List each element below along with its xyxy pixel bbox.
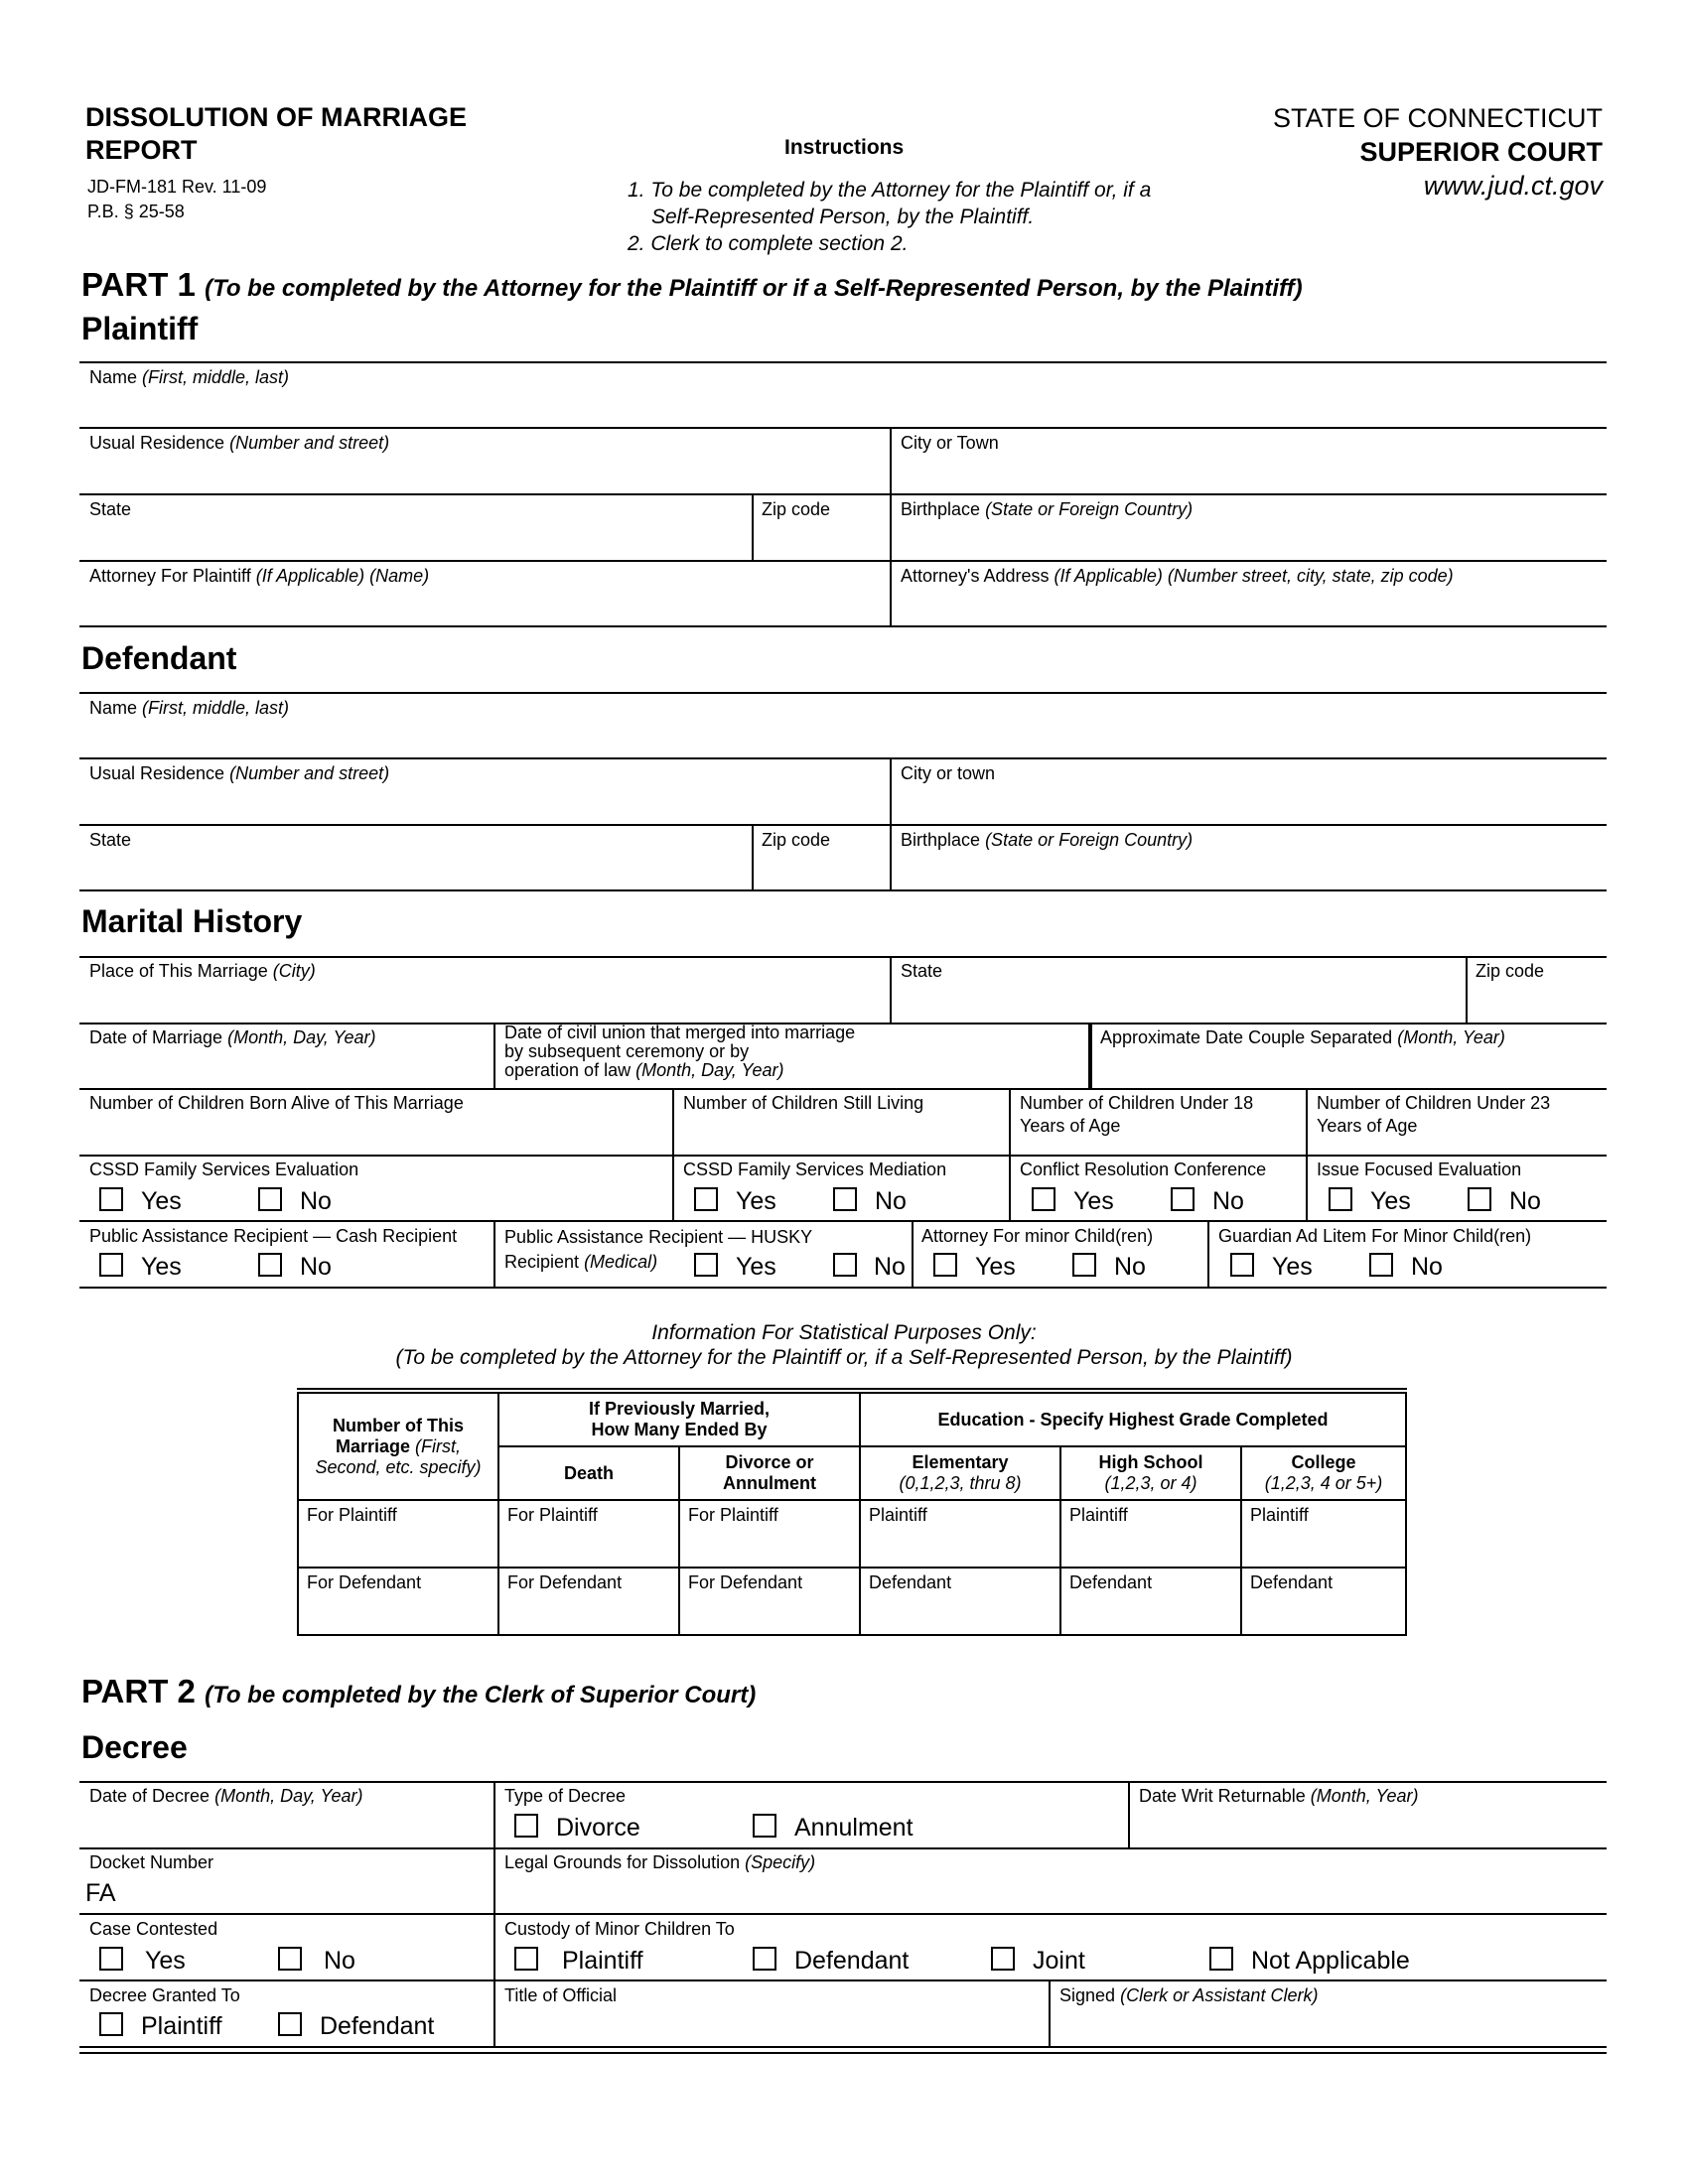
part1-title: PART 1 xyxy=(81,266,196,303)
col-divorce: Divorce or Annulment xyxy=(679,1446,860,1500)
cssd-mediation-label: CSSD Family Services Mediation xyxy=(683,1160,947,1179)
cssd-mediation-no-checkbox[interactable] xyxy=(833,1187,857,1211)
decree-granted-label: Decree Granted To xyxy=(89,1985,240,2005)
instruction-1: 1. To be completed by the Attorney for the Plaintiff or, if a xyxy=(628,179,1152,202)
custody-defendant-label: Defendant xyxy=(794,1947,910,1975)
issue-focused-yes-checkbox[interactable] xyxy=(1329,1187,1352,1211)
cssd-evaluation-yes-label: Yes xyxy=(141,1187,182,1215)
issue-focused-label: Issue Focused Evaluation xyxy=(1317,1160,1522,1179)
custody-label: Custody of Minor Children To xyxy=(504,1919,735,1939)
cell-defendant-high-school[interactable]: Defendant xyxy=(1060,1568,1241,1635)
defendant-heading: Defendant xyxy=(81,640,237,676)
plaintiff-heading: Plaintiff xyxy=(81,311,199,346)
part1-heading xyxy=(81,266,1303,304)
custody-plaintiff-label: Plaintiff xyxy=(562,1947,643,1975)
guardian-yes-checkbox[interactable] xyxy=(1230,1253,1254,1277)
rule-reference: P.B. § 25-58 xyxy=(87,202,185,221)
cell-plaintiff-elementary[interactable]: Plaintiff xyxy=(860,1500,1060,1568)
contested-yes-label: Yes xyxy=(145,1947,186,1975)
statistical-note xyxy=(0,1320,1688,1370)
husky-recipient-yes-label: Yes xyxy=(736,1253,776,1281)
cell-plaintiff-college[interactable]: Plaintiff xyxy=(1241,1500,1406,1568)
plaintiff-birthplace-label: Birthplace (State or Foreign Country) xyxy=(901,499,1194,519)
cell-defendant-death[interactable]: For Defendant xyxy=(498,1568,679,1635)
children-living-label: Number of Children Still Living xyxy=(683,1093,924,1113)
instruction-2: 2. Clerk to complete section 2. xyxy=(628,232,909,255)
state-name: STATE OF CONNECTICUT xyxy=(1273,103,1603,133)
children-under23-label: Number of Children Under 23 Years of Age xyxy=(1317,1093,1551,1136)
part2-subtitle: (To be completed by the Clerk of Superior Court) xyxy=(205,1682,757,1708)
separated-date-label: Approximate Date Couple Separated (Month, Year) xyxy=(1100,1027,1505,1047)
cell-plaintiff-death[interactable]: For Plaintiff xyxy=(498,1500,679,1568)
granted-defendant-label: Defendant xyxy=(320,2012,435,2040)
cssd-mediation-yes-checkbox[interactable] xyxy=(694,1187,718,1211)
court-block xyxy=(1273,101,1603,203)
marriage-zip-label: Zip code xyxy=(1476,961,1545,981)
col-college: College (1,2,3, 4 or 5+) xyxy=(1241,1446,1406,1500)
form-title-line2: REPORT xyxy=(85,135,198,165)
decree-divorce-checkbox[interactable] xyxy=(514,1814,538,1838)
guardian-no-label: No xyxy=(1411,1253,1443,1281)
court-website: www.jud.ct.gov xyxy=(1423,171,1603,201)
granted-defendant-checkbox[interactable] xyxy=(278,2012,302,2036)
part2-heading xyxy=(81,1673,756,1710)
plaintiff-state-label: State xyxy=(89,499,132,519)
col-elementary: Elementary (0,1,2,3, thru 8) xyxy=(860,1446,1060,1500)
form-number: JD-FM-181 Rev. 11-09 xyxy=(87,177,267,197)
legal-grounds-label: Legal Grounds for Dissolution (Specify) xyxy=(504,1852,816,1872)
cssd-evaluation-no-label: No xyxy=(300,1187,332,1215)
form-title-line1: DISSOLUTION OF MARRIAGE xyxy=(85,102,467,132)
writ-date-label: Date Writ Returnable (Month, Year) xyxy=(1139,1786,1419,1806)
decree-type-label: Type of Decree xyxy=(504,1786,627,1806)
cssd-evaluation-no-checkbox[interactable] xyxy=(258,1187,282,1211)
defendant-name-label: Name (First, middle, last) xyxy=(89,698,290,718)
col-previously-married: If Previously Married, How Many Ended By xyxy=(498,1393,860,1446)
signed-label: Signed (Clerk or Assistant Clerk) xyxy=(1059,1985,1319,2005)
guardian-no-checkbox[interactable] xyxy=(1369,1253,1393,1277)
issue-focused-no-label: No xyxy=(1509,1187,1541,1215)
guardian-label: Guardian Ad Litem For Minor Child(ren) xyxy=(1218,1226,1532,1246)
husky-recipient-yes-checkbox[interactable] xyxy=(694,1253,718,1277)
case-contested-label: Case Contested xyxy=(89,1919,218,1939)
statistical-line2: (To be completed by the Attorney for the Plaintiff or, if a Self-Represented Person, by the Plaintiff) xyxy=(395,1346,1293,1369)
cash-recipient-yes-checkbox[interactable] xyxy=(99,1253,123,1277)
defendant-state-label: State xyxy=(89,830,132,850)
defendant-residence-label: Usual Residence (Number and street) xyxy=(89,763,390,783)
issue-focused-yes-label: Yes xyxy=(1370,1187,1411,1215)
husky-recipient-no-label: No xyxy=(874,1253,906,1281)
cell-plaintiff-high-school[interactable]: Plaintiff xyxy=(1060,1500,1241,1568)
cash-recipient-label: Public Assistance Recipient — Cash Recipient xyxy=(89,1226,458,1246)
marriage-place-label: Place of This Marriage (City) xyxy=(89,961,316,981)
conflict-resolution-no-checkbox[interactable] xyxy=(1171,1187,1195,1211)
table-row xyxy=(298,1568,1406,1635)
statistical-table xyxy=(297,1392,1407,1636)
custody-plaintiff-checkbox[interactable] xyxy=(514,1947,538,1971)
conflict-resolution-label: Conflict Resolution Conference xyxy=(1020,1160,1267,1179)
attorney-minor-yes-label: Yes xyxy=(975,1253,1016,1281)
marital-history-heading: Marital History xyxy=(81,903,303,939)
cash-recipient-yes-label: Yes xyxy=(141,1253,182,1281)
contested-yes-checkbox[interactable] xyxy=(99,1947,123,1971)
col-high-school: High School (1,2,3, or 4) xyxy=(1060,1446,1241,1500)
cssd-evaluation-yes-checkbox[interactable] xyxy=(99,1187,123,1211)
plaintiff-zip-label: Zip code xyxy=(762,499,831,519)
marriage-date-label: Date of Marriage (Month, Day, Year) xyxy=(89,1027,376,1047)
cssd-mediation-no-label: No xyxy=(875,1187,907,1215)
instructions-list xyxy=(628,177,1151,257)
custody-defendant-checkbox[interactable] xyxy=(753,1947,776,1971)
form-reference xyxy=(87,175,266,224)
civil-union-date-label: Date of civil union that merged into marriage by subsequent ceremony or by operation of law (Month, Day, Year) xyxy=(504,1023,856,1080)
contested-no-checkbox[interactable] xyxy=(278,1947,302,1971)
decree-annulment-checkbox[interactable] xyxy=(753,1814,776,1838)
conflict-resolution-yes-label: Yes xyxy=(1073,1187,1114,1215)
marriage-state-label: State xyxy=(901,961,943,981)
conflict-resolution-no-label: No xyxy=(1212,1187,1244,1215)
col-death: Death xyxy=(498,1446,679,1500)
table-row xyxy=(298,1500,1406,1568)
col-education: Education - Specify Highest Grade Completed xyxy=(860,1393,1406,1446)
custody-not-applicable-checkbox[interactable] xyxy=(1209,1947,1233,1971)
docket-prefix: FA xyxy=(85,1879,116,1907)
defendant-birthplace-label: Birthplace (State or Foreign Country) xyxy=(901,830,1194,850)
attorney-minor-yes-checkbox[interactable] xyxy=(933,1253,957,1277)
cssd-mediation-yes-label: Yes xyxy=(736,1187,776,1215)
instruction-1-cont: Self-Represented Person, by the Plaintiff. xyxy=(651,205,1035,228)
attorney-minor-no-checkbox[interactable] xyxy=(1072,1253,1096,1277)
decree-divorce-label: Divorce xyxy=(556,1814,640,1842)
custody-joint-checkbox[interactable] xyxy=(991,1947,1015,1971)
cell-defendant-marriage-number[interactable]: For Defendant xyxy=(298,1568,498,1635)
official-title-label: Title of Official xyxy=(504,1985,618,2005)
cash-recipient-no-label: No xyxy=(300,1253,332,1281)
cell-plaintiff-divorce[interactable]: For Plaintiff xyxy=(679,1500,860,1568)
cell-defendant-divorce[interactable]: For Defendant xyxy=(679,1568,860,1635)
attorney-minor-no-label: No xyxy=(1114,1253,1146,1281)
granted-plaintiff-checkbox[interactable] xyxy=(99,2012,123,2036)
court-name: SUPERIOR COURT xyxy=(1359,137,1603,167)
defendant-zip-label: Zip code xyxy=(762,830,831,850)
contested-no-label: No xyxy=(324,1947,355,1975)
plaintiff-name-label: Name (First, middle, last) xyxy=(89,367,290,387)
docket-number-label: Docket Number xyxy=(89,1852,214,1872)
custody-joint-label: Joint xyxy=(1033,1947,1085,1975)
decree-date-label: Date of Decree (Month, Day, Year) xyxy=(89,1786,363,1806)
custody-not-applicable-label: Not Applicable xyxy=(1251,1947,1410,1975)
plaintiff-attorney-label: Attorney For Plaintiff (If Applicable) (Name) xyxy=(89,566,430,586)
cash-recipient-no-checkbox[interactable] xyxy=(258,1253,282,1277)
plaintiff-city-label: City or Town xyxy=(901,433,999,453)
cell-plaintiff-marriage-number[interactable]: For Plaintiff xyxy=(298,1500,498,1568)
form-title xyxy=(85,101,467,167)
cell-defendant-college[interactable]: Defendant xyxy=(1241,1568,1406,1635)
conflict-resolution-yes-checkbox[interactable] xyxy=(1032,1187,1055,1211)
cell-defendant-elementary[interactable]: Defendant xyxy=(860,1568,1060,1635)
granted-plaintiff-label: Plaintiff xyxy=(141,2012,222,2040)
children-born-label: Number of Children Born Alive of This Marriage xyxy=(89,1093,464,1113)
decree-heading: Decree xyxy=(81,1729,188,1765)
plaintiff-residence-label: Usual Residence (Number and street) xyxy=(89,433,390,453)
husky-recipient-no-checkbox[interactable] xyxy=(833,1253,857,1277)
part1-subtitle: (To be completed by the Attorney for the Plaintiff or if a Self-Represented Person, by the Plaintiff) xyxy=(205,275,1303,302)
decree-annulment-label: Annulment xyxy=(794,1814,914,1842)
issue-focused-no-checkbox[interactable] xyxy=(1468,1187,1491,1211)
attorney-minor-label: Attorney For minor Child(ren) xyxy=(921,1226,1154,1246)
statistical-line1: Information For Statistical Purposes Only: xyxy=(651,1321,1037,1344)
children-under18-label: Number of Children Under 18 Years of Age xyxy=(1020,1093,1254,1136)
plaintiff-attorney-address-label: Attorney's Address (If Applicable) (Number street, city, state, zip code) xyxy=(901,566,1454,586)
defendant-city-label: City or town xyxy=(901,763,996,783)
guardian-yes-label: Yes xyxy=(1272,1253,1313,1281)
cssd-evaluation-label: CSSD Family Services Evaluation xyxy=(89,1160,359,1179)
husky-recipient-label: Public Assistance Recipient — HUSKY Recipient (Medical) xyxy=(504,1227,813,1272)
col-marriage-number: Number of This Marriage (First, Second, etc. specify) xyxy=(298,1393,498,1500)
part2-title: PART 2 xyxy=(81,1673,196,1709)
instructions-title: Instructions xyxy=(784,136,905,159)
